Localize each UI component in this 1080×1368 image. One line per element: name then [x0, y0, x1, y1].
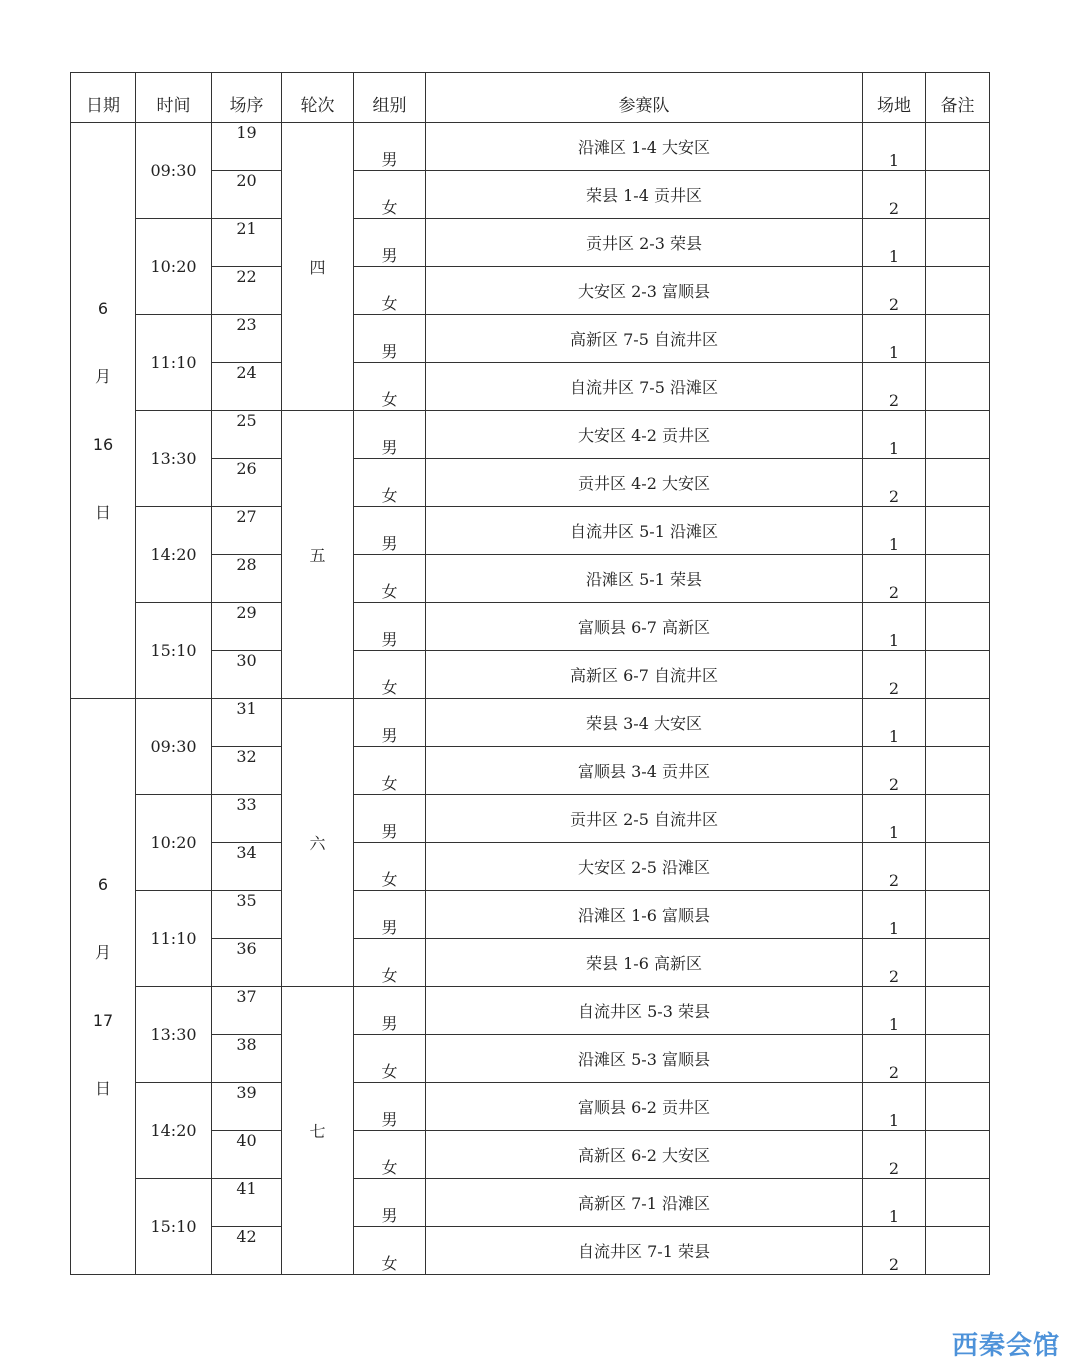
- date-part: 月: [94, 942, 111, 962]
- teams-cell: 大安区 2-3 富顺县: [426, 267, 863, 315]
- teams-cell: 高新区 7-5 自流井区: [426, 315, 863, 363]
- teams-cell: 自流井区 5-3 荣县: [426, 987, 863, 1035]
- time-cell: 14:20: [136, 1083, 212, 1179]
- table-row: [71, 507, 990, 555]
- notes-cell: [926, 459, 990, 507]
- venue-cell: 1: [863, 1179, 926, 1227]
- teams-cell: 富顺县 6-7 高新区: [426, 603, 863, 651]
- sequence-cell: 25: [212, 411, 282, 459]
- group-cell: 女: [354, 267, 426, 315]
- table-row: [71, 1083, 990, 1131]
- time-cell: 15:10: [136, 603, 212, 699]
- group-cell: 男: [354, 987, 426, 1035]
- sequence-cell: 38: [212, 1035, 282, 1083]
- group-cell: 女: [354, 363, 426, 411]
- watermark-logo: 西秦会馆: [951, 1331, 1060, 1361]
- group-cell: 女: [354, 747, 426, 795]
- teams-cell: 贡井区 2-5 自流井区: [426, 795, 863, 843]
- header-group: 组别: [354, 73, 426, 123]
- venue-cell: 2: [863, 267, 926, 315]
- venue-cell: 2: [863, 1035, 926, 1083]
- date-part: 6: [97, 874, 109, 894]
- notes-cell: [926, 1227, 990, 1275]
- sequence-cell: 28: [212, 555, 282, 603]
- header-notes: 备注: [926, 73, 990, 123]
- time-cell: 10:20: [136, 219, 212, 315]
- time-cell: 13:30: [136, 411, 212, 507]
- group-cell: 男: [354, 1083, 426, 1131]
- header-venue: 场地: [863, 73, 926, 123]
- group-cell: 女: [354, 1227, 426, 1275]
- sequence-cell: 24: [212, 363, 282, 411]
- group-cell: 女: [354, 171, 426, 219]
- time-cell: 10:20: [136, 795, 212, 891]
- sequence-cell: 23: [212, 315, 282, 363]
- notes-cell: [926, 1035, 990, 1083]
- time-cell: 13:30: [136, 987, 212, 1083]
- date-cell: [71, 123, 136, 699]
- header-date: 日期: [71, 73, 136, 123]
- schedule-table: [70, 72, 990, 1275]
- date-cell: [71, 699, 136, 1275]
- group-cell: 男: [354, 1179, 426, 1227]
- group-cell: 女: [354, 843, 426, 891]
- notes-cell: [926, 1179, 990, 1227]
- group-cell: 女: [354, 555, 426, 603]
- header-round: 轮次: [282, 73, 354, 123]
- sequence-cell: 36: [212, 939, 282, 987]
- header-row: [71, 73, 990, 123]
- date-part: 16: [92, 434, 114, 454]
- sequence-cell: 20: [212, 171, 282, 219]
- table-row: [71, 795, 990, 843]
- teams-cell: 沿滩区 5-3 富顺县: [426, 1035, 863, 1083]
- teams-cell: 自流井区 7-1 荣县: [426, 1227, 863, 1275]
- venue-cell: 2: [863, 843, 926, 891]
- teams-cell: 自流井区 7-5 沿滩区: [426, 363, 863, 411]
- date-part: 月: [94, 366, 111, 386]
- sequence-cell: 33: [212, 795, 282, 843]
- sequence-cell: 22: [212, 267, 282, 315]
- teams-cell: 自流井区 5-1 沿滩区: [426, 507, 863, 555]
- table-row: [71, 987, 990, 1035]
- teams-cell: 沿滩区 5-1 荣县: [426, 555, 863, 603]
- round-cell: 五: [282, 411, 354, 699]
- table-row: [71, 603, 990, 651]
- sequence-cell: 26: [212, 459, 282, 507]
- notes-cell: [926, 651, 990, 699]
- round-cell: 七: [282, 987, 354, 1275]
- time-cell: 09:30: [136, 699, 212, 795]
- teams-cell: 大安区 4-2 贡井区: [426, 411, 863, 459]
- time-cell: 11:10: [136, 891, 212, 987]
- venue-cell: 1: [863, 891, 926, 939]
- venue-cell: 1: [863, 219, 926, 267]
- sequence-cell: 31: [212, 699, 282, 747]
- notes-cell: [926, 219, 990, 267]
- sequence-cell: 32: [212, 747, 282, 795]
- venue-cell: 1: [863, 1083, 926, 1131]
- venue-cell: 1: [863, 795, 926, 843]
- table-row: [71, 699, 990, 747]
- notes-cell: [926, 267, 990, 315]
- time-cell: 11:10: [136, 315, 212, 411]
- table-row: [71, 1179, 990, 1227]
- header-sequence: 场序: [212, 73, 282, 123]
- table-row: [71, 219, 990, 267]
- notes-cell: [926, 315, 990, 363]
- venue-cell: 2: [863, 171, 926, 219]
- group-cell: 女: [354, 651, 426, 699]
- table-row: [71, 411, 990, 459]
- venue-cell: 2: [863, 1227, 926, 1275]
- notes-cell: [926, 555, 990, 603]
- time-cell: 09:30: [136, 123, 212, 219]
- sequence-cell: 21: [212, 219, 282, 267]
- sequence-cell: 41: [212, 1179, 282, 1227]
- notes-cell: [926, 123, 990, 171]
- venue-cell: 1: [863, 699, 926, 747]
- teams-cell: 沿滩区 1-4 大安区: [426, 123, 863, 171]
- teams-cell: 荣县 1-4 贡井区: [426, 171, 863, 219]
- table-row: [71, 891, 990, 939]
- group-cell: 女: [354, 459, 426, 507]
- group-cell: 男: [354, 891, 426, 939]
- group-cell: 男: [354, 315, 426, 363]
- group-cell: 女: [354, 939, 426, 987]
- sequence-cell: 30: [212, 651, 282, 699]
- schedule-body: [71, 123, 990, 1275]
- sequence-cell: 35: [212, 891, 282, 939]
- group-cell: 男: [354, 603, 426, 651]
- notes-cell: [926, 1083, 990, 1131]
- teams-cell: 富顺县 6-2 贡井区: [426, 1083, 863, 1131]
- notes-cell: [926, 411, 990, 459]
- venue-cell: 2: [863, 363, 926, 411]
- table-row: [71, 123, 990, 171]
- sequence-cell: 27: [212, 507, 282, 555]
- sequence-cell: 40: [212, 1131, 282, 1179]
- teams-cell: 荣县 1-6 高新区: [426, 939, 863, 987]
- notes-cell: [926, 843, 990, 891]
- sequence-cell: 42: [212, 1227, 282, 1275]
- date-part: 日: [94, 1078, 111, 1098]
- venue-cell: 1: [863, 507, 926, 555]
- venue-cell: 1: [863, 411, 926, 459]
- teams-cell: 荣县 3-4 大安区: [426, 699, 863, 747]
- teams-cell: 高新区 6-2 大安区: [426, 1131, 863, 1179]
- teams-cell: 大安区 2-5 沿滩区: [426, 843, 863, 891]
- round-cell: 六: [282, 699, 354, 987]
- venue-cell: 2: [863, 651, 926, 699]
- venue-cell: 2: [863, 939, 926, 987]
- sequence-cell: 29: [212, 603, 282, 651]
- venue-cell: 2: [863, 1131, 926, 1179]
- teams-cell: 沿滩区 1-6 富顺县: [426, 891, 863, 939]
- notes-cell: [926, 939, 990, 987]
- teams-cell: 高新区 6-7 自流井区: [426, 651, 863, 699]
- group-cell: 男: [354, 699, 426, 747]
- notes-cell: [926, 699, 990, 747]
- notes-cell: [926, 1131, 990, 1179]
- group-cell: 女: [354, 1035, 426, 1083]
- venue-cell: 2: [863, 459, 926, 507]
- round-cell: 四: [282, 123, 354, 411]
- sequence-cell: 19: [212, 123, 282, 171]
- teams-cell: 贡井区 4-2 大安区: [426, 459, 863, 507]
- header-teams: 参赛队: [426, 73, 863, 123]
- venue-cell: 1: [863, 315, 926, 363]
- group-cell: 男: [354, 123, 426, 171]
- notes-cell: [926, 171, 990, 219]
- teams-cell: 贡井区 2-3 荣县: [426, 219, 863, 267]
- date-part: 6: [97, 298, 109, 318]
- group-cell: 男: [354, 795, 426, 843]
- venue-cell: 1: [863, 123, 926, 171]
- teams-cell: 富顺县 3-4 贡井区: [426, 747, 863, 795]
- group-cell: 男: [354, 219, 426, 267]
- header-time: 时间: [136, 73, 212, 123]
- group-cell: 男: [354, 411, 426, 459]
- notes-cell: [926, 363, 990, 411]
- date-part: 日: [94, 502, 111, 522]
- notes-cell: [926, 507, 990, 555]
- sequence-cell: 39: [212, 1083, 282, 1131]
- notes-cell: [926, 891, 990, 939]
- notes-cell: [926, 747, 990, 795]
- table-row: [71, 315, 990, 363]
- time-cell: 14:20: [136, 507, 212, 603]
- group-cell: 女: [354, 1131, 426, 1179]
- teams-cell: 高新区 7-1 沿滩区: [426, 1179, 863, 1227]
- venue-cell: 1: [863, 987, 926, 1035]
- date-part: 17: [92, 1010, 114, 1030]
- notes-cell: [926, 795, 990, 843]
- group-cell: 男: [354, 507, 426, 555]
- time-cell: 15:10: [136, 1179, 212, 1275]
- notes-cell: [926, 987, 990, 1035]
- venue-cell: 2: [863, 555, 926, 603]
- venue-cell: 2: [863, 747, 926, 795]
- venue-cell: 1: [863, 603, 926, 651]
- sequence-cell: 37: [212, 987, 282, 1035]
- notes-cell: [926, 603, 990, 651]
- sequence-cell: 34: [212, 843, 282, 891]
